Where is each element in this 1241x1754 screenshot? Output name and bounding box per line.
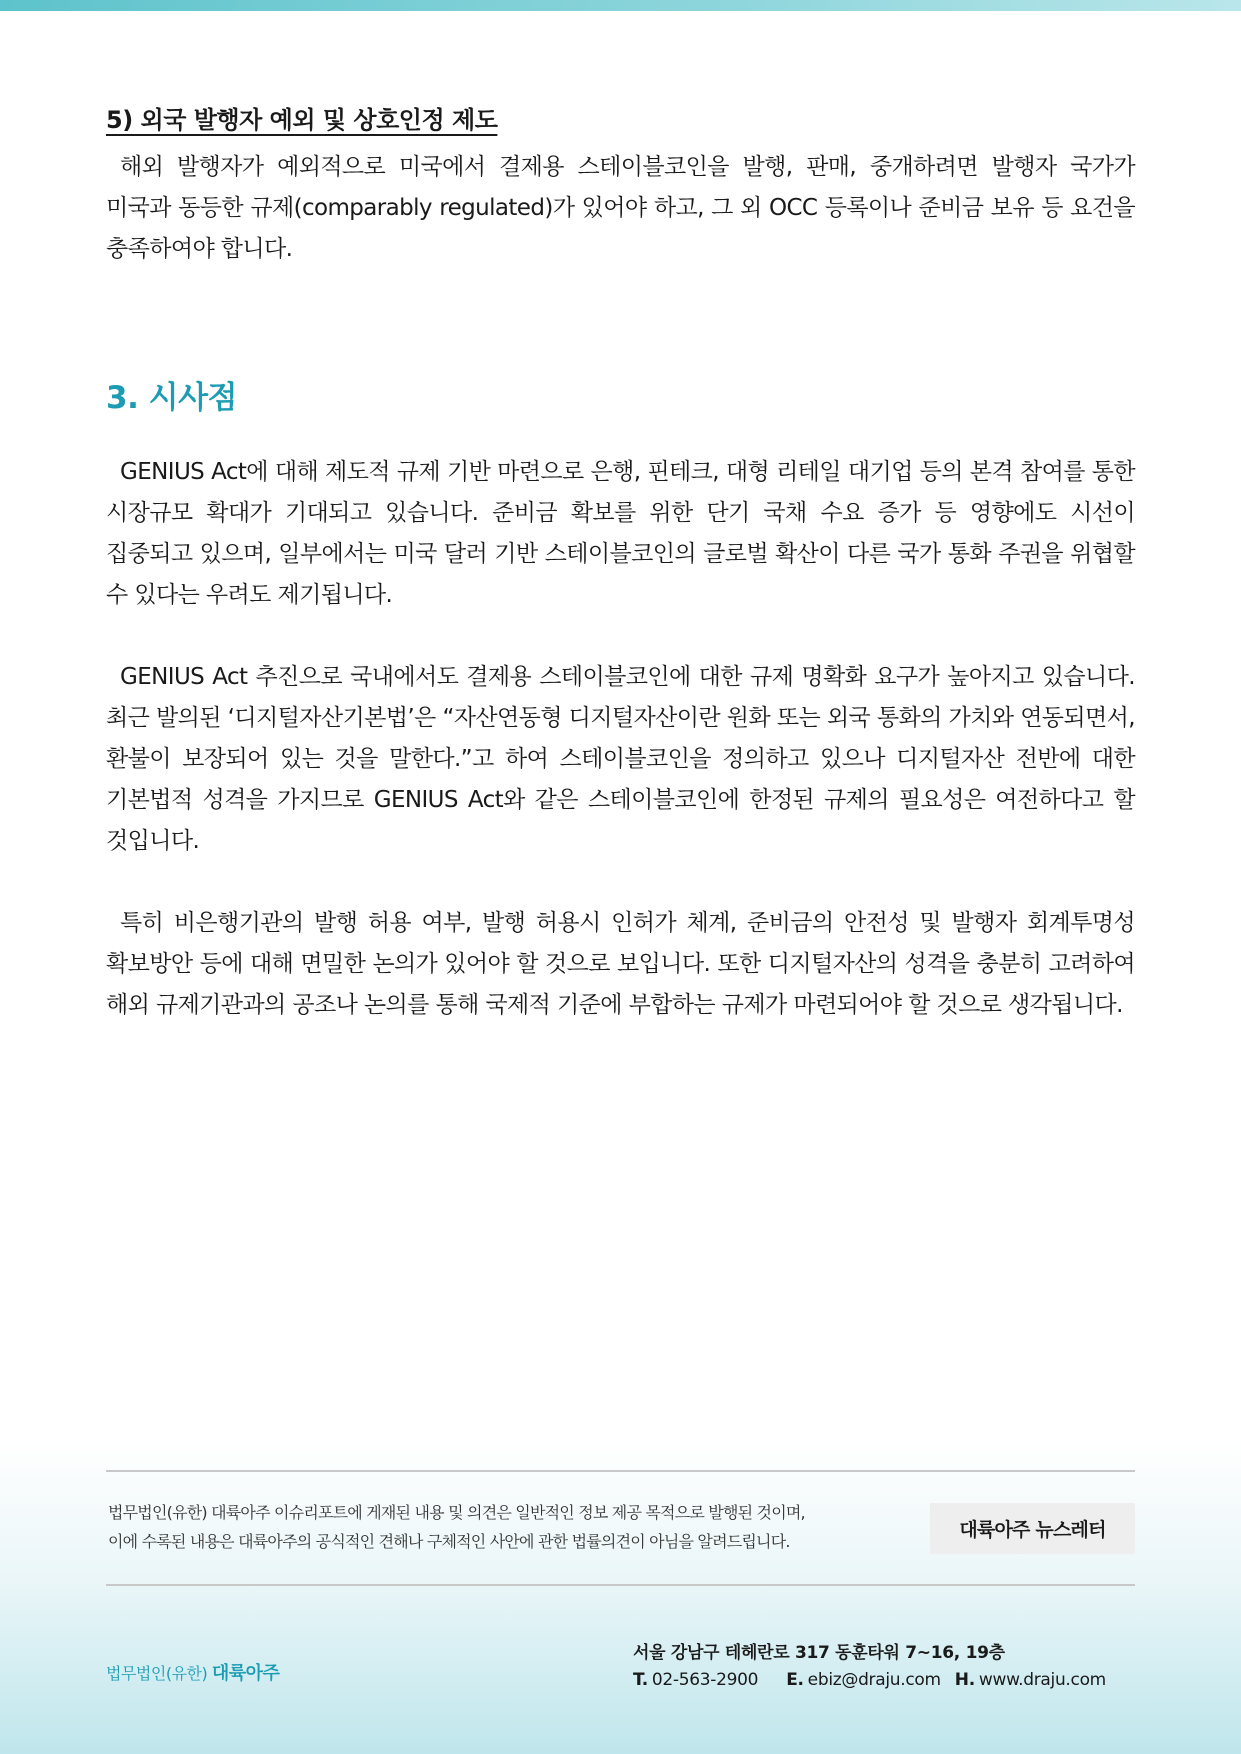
section-3-paragraph-2: GENIUS Act 추진으로 국내에서도 결제용 스테이블코인에 대한 규제 명확화 요구가 높아지고 있습니다. 최근 발의된 ‘디지털자산기본법’은 “자산연동형 디지털자산이란 원화 또는 외국 통화의 가치와 연동되면서, 환불이 보장되어 있는 것을 말한다.”고 하여 스테이블코인을 정의하고 있으나 디지털자산 전반에 대한 기본법적 성격을 가지므로 GENIUS Act와 같은 스테이블코인에 한정된 규제의 필요성은 여전하다고 할 것입니다.: [106, 664, 1135, 854]
website-link[interactable]: www.draju.com: [978, 1670, 1106, 1690]
firm-logo: [106, 1659, 279, 1685]
disclaimer-line-1: 법무법인(유한) 대륙아주 이슈리포트에 게재된 내용 및 의견은 일반적인 정보 제공 목적으로 발행된 것이며,: [108, 1503, 805, 1522]
phone-number: 02-563-2900: [651, 1670, 759, 1690]
section-5-paragraph: 해외 발행자가 예외적으로 미국에서 결제용 스테이블코인을 발행, 판매, 중개하려면 발행자 국가가 미국과 동등한 규제(comparably regulated)가 있어야 하고, 그 외 OCC 등록이나 준비금 보유 등 요건을 충족하여야 합니다.: [106, 154, 1135, 262]
footer-divider-bottom: [106, 1584, 1135, 1586]
disclaimer-line-2: 이에 수록된 내용은 대륙아주의 공식적인 견해나 구체적인 사안에 관한 법률의견이 아님을 알려드립니다.: [108, 1532, 790, 1551]
email-link[interactable]: ebiz@draju.com: [807, 1670, 941, 1690]
top-accent-bar: [0, 0, 1241, 11]
section-5-block: [106, 100, 1135, 270]
section-3-paragraph-1: GENIUS Act에 대해 제도적 규제 기반 마련으로 은행, 핀테크, 대형 리테일 대기업 등의 본격 참여를 통한 시장규모 확대가 기대되고 있습니다. 준비금 확보를 위한 단기 국채 수요 증가 등 영향에도 시선이 집중되고 있으며, 일부에서는 미국 달러 기반 스테이블코인의 글로벌 확산이 다른 국가 통화 주권을 위협할 수 있다는 우려도 제기됩니다.: [106, 459, 1135, 608]
section-3-body: [106, 452, 1135, 1067]
footer-divider-top: [106, 1470, 1135, 1472]
website-label: H.: [954, 1670, 975, 1690]
phone-label: T.: [633, 1670, 648, 1690]
section-5-heading: 5) 외국 발행자 예외 및 상호인정 제도: [106, 106, 498, 134]
disclaimer: [108, 1498, 828, 1556]
email-label: E.: [786, 1670, 804, 1690]
firm-prefix: 법무법인(유한): [106, 1664, 208, 1683]
footer-background: [0, 1440, 1241, 1754]
firm-name: 대륙아주: [211, 1663, 280, 1684]
section-3-paragraph-3: 특히 비은행기관의 발행 허용 여부, 발행 허용시 인허가 체계, 준비금의 안전성 및 발행자 회계투명성 확보방안 등에 대해 면밀한 논의가 있어야 할 것으로 보입니다. 또한 디지털자산의 성격을 충분히 고려하여 해외 규제기관과의 공조나 논의를 통해 국제적 기준에 부합하는 규제가 마련되어야 할 것으로 생각됩니다.: [106, 910, 1135, 1018]
contact-line: [633, 1667, 1106, 1694]
contact-info: [633, 1640, 1106, 1694]
newsletter-button[interactable]: 대륙아주 뉴스레터: [930, 1503, 1135, 1554]
section-3-title: 3. 시사점: [106, 380, 237, 416]
office-address: 서울 강남구 테헤란로 317 동훈타워 7~16, 19층: [633, 1643, 1005, 1663]
